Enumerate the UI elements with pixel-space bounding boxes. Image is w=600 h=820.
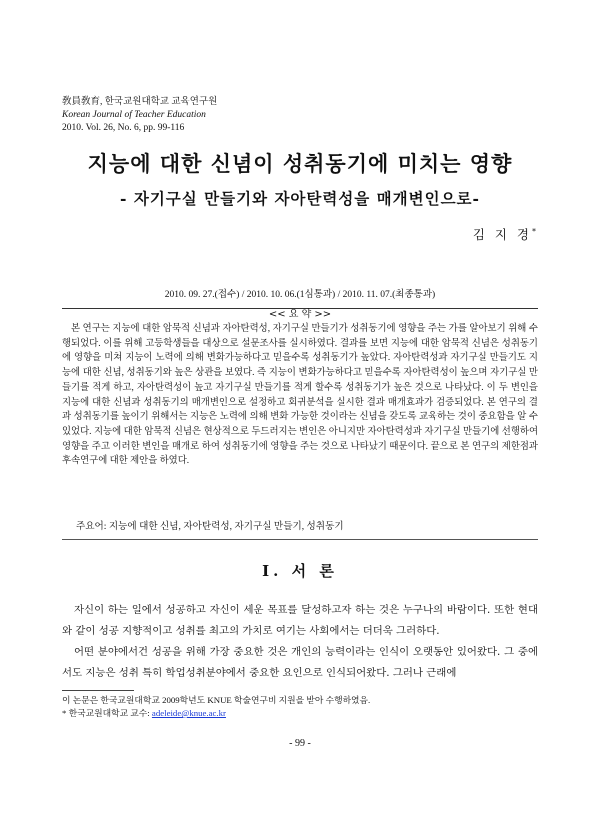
- journal-volume: 2010. Vol. 26, No. 6, pp. 99-116: [62, 123, 185, 133]
- page-number: - 99 -: [289, 738, 311, 749]
- body-paragraph-1: 자신이 하는 일에서 성공하고 자신이 세운 목표를 달성하고자 하는 것은 누구나의 바람이다. 또한 현대와 같이 성공 지향적이고 성취를 최고의 가치로 여기는 사회에서는 더더욱 그러하다.: [62, 604, 538, 637]
- journal-info: [62, 96, 217, 135]
- submission-dates: 2010. 09. 27.(접수) / 2010. 10. 06.(1심통과) / 2010. 11. 07.(최종통과): [164, 290, 436, 300]
- author-name: 김 지 경: [472, 227, 532, 242]
- journal-name-english: Korean Journal of Teacher Education: [62, 110, 206, 120]
- abstract-bottom-rule: [62, 539, 538, 540]
- author-footnote-mark: *: [532, 226, 536, 236]
- paper-subtitle: - 자기구실 만들기와 자아탄력성을 매개변인으로-: [120, 189, 480, 208]
- author: [473, 225, 536, 243]
- footnote-affiliation-text: * 한국교원대학교 교수:: [62, 708, 152, 718]
- paper-title: 지능에 대한 신념이 성취동기에 미치는 영향: [87, 151, 513, 176]
- author-email-link[interactable]: adeleide@knue.ac.kr: [151, 708, 226, 718]
- footnote-funding: 이 논문은 한국교원대학교 2009학년도 KNUE 학술연구비 지원을 받아 수행하였음.: [62, 695, 371, 705]
- section-heading-introduction: Ⅰ. 서 론: [262, 562, 338, 580]
- body-paragraph-2: 어떤 분야에서건 성공을 위해 가장 중요한 것은 개인의 능력이라는 인식이 오랫동안 있어왔다. 그 중에서도 지능은 성취 특히 학업성취분야에서 중요한 요인으로 인식되어왔다. 그러나 근래에: [62, 646, 538, 679]
- body-text: [62, 600, 538, 684]
- keywords: 주요어: 지능에 대한 신념, 자아탄력성, 자기구실 만들기, 성취동기: [76, 521, 344, 532]
- journal-name-korean: 敎員敎育, 한국교원대학교 교육연구원: [62, 97, 218, 107]
- footnotes: [62, 694, 370, 720]
- abstract-text: 본 연구는 지능에 대한 암묵적 신념과 자아탄력성, 자기구실 만들기가 성취동기에 영향을 주는 가를 알아보기 위해 수행되었다. 이를 위해 고등학생들을 대상으로 설문조사를 실시하였다. 결과를 보면 지능에 대한 암묵적 신념은 성취동기에 영향을 미쳐 지능이 노력에 의해 변화가능하다고 믿을수록 성취동기가 높았다. 자아탄력성과 자기구실 만들기도 지능에 대한 신념, 성취동기와 높은 상관을 보였다. 즉 지능이 변화가능하다고 믿을수록 자아탄력성이 높으며 자기구실 만들기를 적게 하고, 자아탄력성이 높고 자기구실 만들기를 적게 할수록 성취동기가 높은 것으로 나타났다. 이 두 변인을 지능에 대한 신념과 성취동기의 매개변인으로 설정하고 회귀분석을 실시한 결과 매개효과가 검증되었다. 본 연구의 결과 성취동기를 높이기 위해서는 지능은 노력에 의해 변화 가능한 것이라는 신념을 갖도록 교육하는 것이 중요함을 알 수 있었다. 지능에 대한 암묵적 신념은 현상적으로 두드러지는 변인은 아니지만 자아탄력성과 자기구실 만들기에 선행하여 영향을 주고 이러한 변인을 매개로 하여 성취동기에 영향을 주는 것으로 나타났기 때문이다. 끝으로 본 연구의 제한점과 후속연구에 대한 제안을 하였다.: [62, 324, 538, 467]
- abstract-heading: [0, 302, 600, 321]
- footnote-rule: [62, 690, 134, 691]
- footnote-affiliation: [62, 707, 370, 720]
- abstract-label: << 요 약 >>: [261, 309, 339, 320]
